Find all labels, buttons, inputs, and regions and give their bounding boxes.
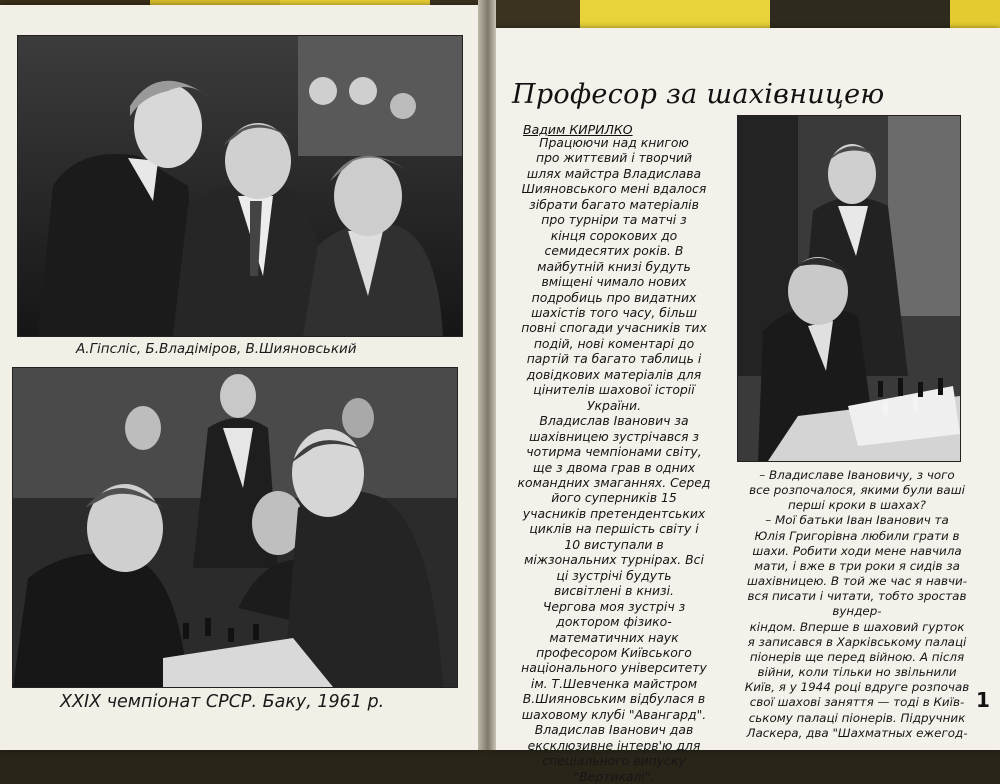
text-line: ексклюзивне інтерв'ю для [527, 737, 701, 753]
article-column-2 [737, 468, 977, 741]
photo-icon [18, 36, 462, 336]
text-line: спеціального випуску [542, 753, 686, 769]
text-line: Чергова моя зустріч з [542, 598, 686, 614]
text-line: командних змаганнях. Серед [517, 474, 711, 490]
text-line: національного університету [521, 660, 707, 676]
article-author: Вадим КИРИЛКО [523, 122, 633, 137]
text-line: майбутній книзі будуть [537, 258, 691, 274]
top-photo-caption: А.Гіпсліс, Б.Владіміров, В.Шияновський [76, 341, 357, 357]
article-column-1 [505, 135, 723, 784]
text-line: війни, коли тільки но звільнили [757, 665, 957, 680]
text-line: шахи. Робити ходи мене навчила [752, 543, 962, 558]
text-line: – Владиславе Івановичу, з чого [759, 468, 955, 482]
text-line: Владислав Іванович за [539, 413, 689, 429]
bottom-photo-caption: XXIX чемпіонат СРСР. Баку, 1961 р. [60, 692, 385, 712]
text-line: ському палаці піонерів. Підручник [748, 710, 966, 725]
text-line: ці зустрічі будуть [556, 567, 672, 583]
text-line: подій, нові коментарі до [533, 335, 695, 351]
text-line: України. [586, 397, 642, 413]
text-line: циклів на першість світу і [529, 521, 699, 537]
text-line: 10 виступали в [564, 536, 664, 552]
text-line: Владислав Іванович дав [534, 722, 694, 738]
text-line: ще з двома грав в одних [532, 459, 696, 475]
top-photo [17, 35, 463, 337]
text-line: кіндом. Вперше в шаховий гурток [749, 619, 965, 634]
text-line: Шияновського мені вдалося [521, 181, 707, 197]
text-line: зібрати багато матеріалів [529, 196, 699, 212]
text-line: – Мої батьки Іван Іванович та [765, 513, 949, 528]
text-line: Юлія Григорівна любили грати в [754, 528, 960, 543]
text-line: повні спогади учасників тих [521, 320, 707, 336]
text-line: його суперників 15 [551, 490, 677, 506]
text-line: шаховому клубі "Авангард". [521, 706, 707, 722]
text-line: вміщені чимало нових [541, 274, 687, 290]
text-line: все розпочалося, якими були ваші [749, 483, 965, 498]
text-line: В.Шияновським відбулася в [522, 691, 706, 707]
page-number: 1 [976, 688, 990, 712]
right-photo [737, 115, 961, 462]
text-line: Працюючи над книгою [539, 135, 689, 150]
text-line: подробиць про видатних [531, 289, 697, 305]
text-line: шахістів того часу, більш [531, 304, 697, 320]
photo-icon [738, 116, 960, 461]
text-line: довідкових матеріалів для [526, 366, 702, 382]
text-line: я записався в Харківському палаці [747, 634, 967, 649]
text-line: професором Київського [536, 644, 692, 660]
text-line: мати, і вже в три роки я сидів за [754, 558, 960, 573]
text-line: математичних наук [549, 629, 679, 645]
text-line: міжзональних турнірах. Всі [524, 552, 704, 568]
text-line: чотирма чемпіонами світу, [526, 444, 702, 460]
text-line: кінця сорокових до [550, 227, 678, 243]
bottom-photo [12, 367, 458, 688]
text-line: "Вертикалі". [573, 768, 655, 784]
text-line: про турніри та матчі з [541, 212, 687, 228]
photo-icon [13, 368, 457, 687]
text-line: висвітлені в книзі. [553, 583, 674, 599]
text-line: ім. Т.Шевченка майстром [530, 675, 698, 691]
text-line: про життєвий і творчий [535, 150, 693, 166]
text-line: Київ, я у 1944 році вдруге розпочав [744, 680, 970, 695]
text-line: шахівницею зустрічався з [529, 428, 699, 444]
book-gutter [478, 0, 496, 750]
text-line: перші кроки в шахах? [788, 498, 926, 513]
text-line: вся писати і читати, тобто зростав вундер- [747, 589, 967, 619]
text-line: доктором фізико- [556, 614, 672, 630]
text-line: шлях майстра Владислава [526, 165, 702, 181]
text-line: цінителів шахової історії [533, 382, 695, 398]
text-line: піонерів ще перед війною. А після [749, 649, 965, 664]
text-line: свої шахові заняття — тоді в Київ- [749, 695, 965, 710]
article-title: Професор за шахівницею [512, 79, 885, 110]
text-line: партій та багато таблиць і [526, 351, 702, 367]
text-line: семидесятих років. В [544, 243, 684, 259]
text-line: учасників претендентських [522, 505, 706, 521]
text-line: Ласкера, два "Шахматных ежегод- [746, 725, 968, 740]
text-line: шахівницею. В той же час я навчи- [746, 574, 968, 589]
